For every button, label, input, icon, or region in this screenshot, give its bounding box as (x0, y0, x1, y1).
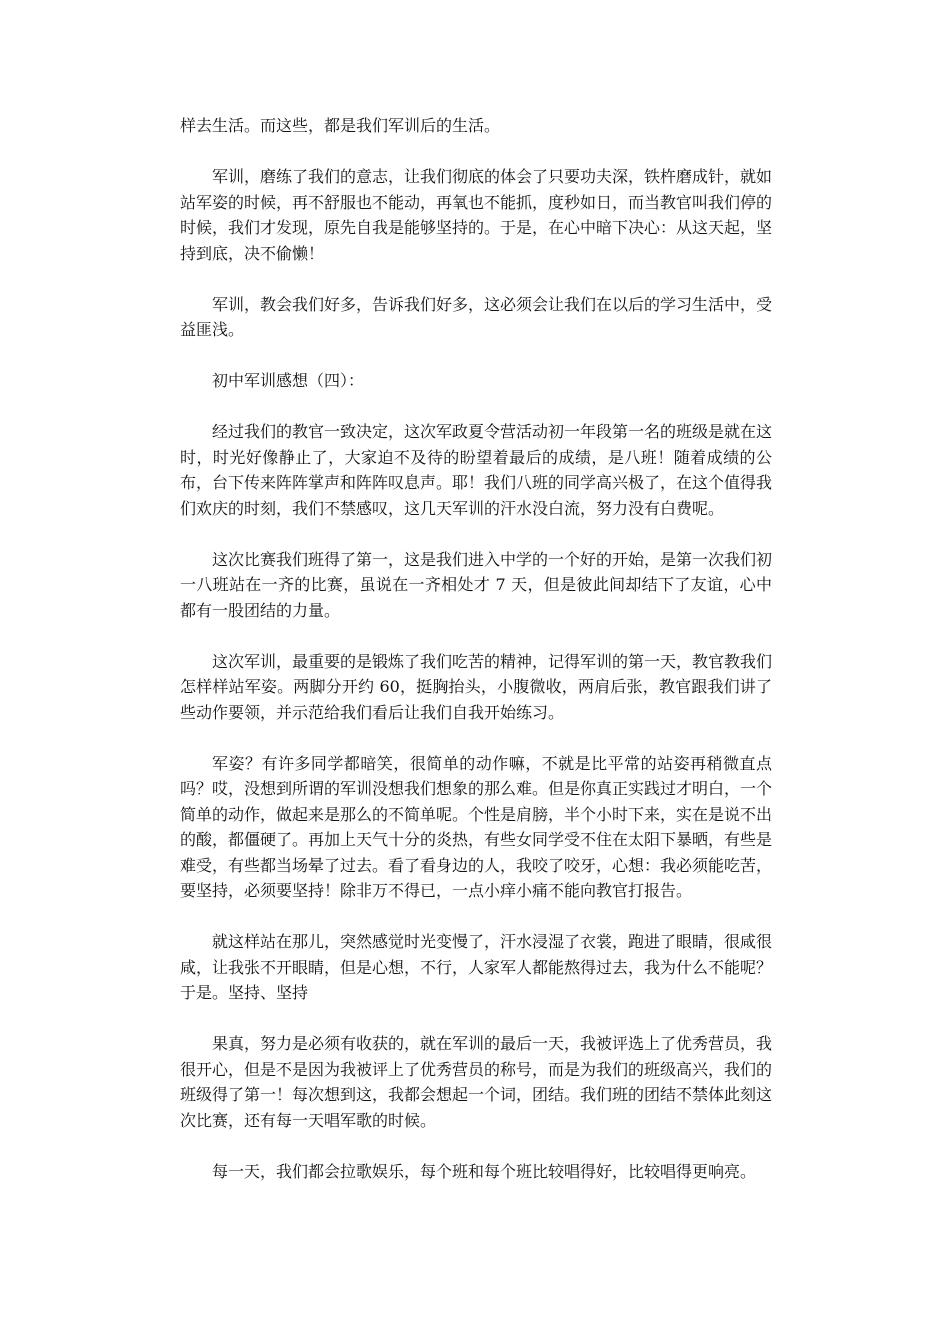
paragraph: 这次军训，最重要的是锻炼了我们吃苦的精神，记得军训的第一天，教官教我们怎样样站军姿。两脚分开约 60，挺胸抬头，小腹微收，两肩后张，教官跟我们讲了些动作要领，并示范给我们看后让我们自我开始练习。 (180, 651, 773, 722)
paragraph-continuation: 样去生活。而这些，都是我们军训后的生活。 (180, 116, 501, 135)
paragraph: 军训，教会我们好多，告诉我们好多，这必须会让我们在以后的学习生活中，受益匪浅。 (180, 294, 773, 339)
section-heading: 初中军训感想（四）： (212, 371, 365, 390)
paragraph: 这次比赛我们班得了第一，这是我们进入中学的一个好的开始，是第一次我们初一八班站在一齐的比赛，虽说在一齐相处才 7 天，但是彼此间却结下了友谊，心中都有一股团结的力量。 (180, 549, 773, 620)
document-body (180, 113, 772, 1210)
paragraph: 就这样站在那儿，突然感觉时光变慢了，汗水浸湿了衣裳，跑进了眼睛，很咸很咸，让我张不开眼睛，但是心想，不行，人家军人都能熬得过去，我为什么不能呢？于是。坚持、坚持 (180, 932, 773, 1002)
paragraph: 军姿？有许多同学都暗笑，很简单的动作嘛，不就是比平常的站姿再稍微直点吗？哎，没想到所谓的军训没想我们想象的那么难。但是你真正实践过才明白，一个简单的动作，做起来是那么的不简单呢。个性是肩膀，半个小时下来，实在是说不出的酸，都僵硬了。再加上天气十分的炎热，有些女同学受不住在太阳下暴晒，有些是难受，有些都当场晕了过去。看了看身边的人，我咬了咬牙，心想：我必须能吃苦，要坚持，必须要坚持！除非万不得已，一点小痒小痛不能向教官打报告。 (180, 753, 773, 900)
paragraph: 果真，努力是必须有收获的，就在军训的最后一天，我被评选上了优秀营员，我很开心，但是不是因为我被评上了优秀营员的称号，而是为我们的班级高兴，我们的班级得了第一！每次想到这，我都会想起一个词，团结。我们班的团结不禁体此刻这次比赛，还有每一天唱军歌的时候。 (180, 1034, 773, 1130)
paragraph: 每一天，我们都会拉歌娱乐，每个班和每个班比较唱得好，比较唱得更响亮。 (212, 1161, 757, 1181)
paragraph: 经过我们的教官一致决定，这次军政夏令营活动初一年段第一名的班级是就在这时，时光好像静止了，大家迫不及待的盼望着最后的成绩，是八班！随着成绩的公布，台下传来阵阵掌声和阵阵叹息声。耶！我们八班的同学高兴极了，在这个值得我们欢庆的时刻，我们不禁感叹，这几天军训的汗水没白流，努力没有白费呢。 (180, 422, 773, 518)
paragraph: 军训，磨练了我们的意志，让我们彻底的体会了只要功夫深，铁杵磨成针，就如站军姿的时候，再不舒服也不能动，再氧也不能抓，度秒如日，而当教官叫我们停的时候，我们才发现，原先自我是能够坚持的。于是，在心中暗下决心：从这天起，坚持到底，决不偷懒！ (180, 167, 773, 263)
